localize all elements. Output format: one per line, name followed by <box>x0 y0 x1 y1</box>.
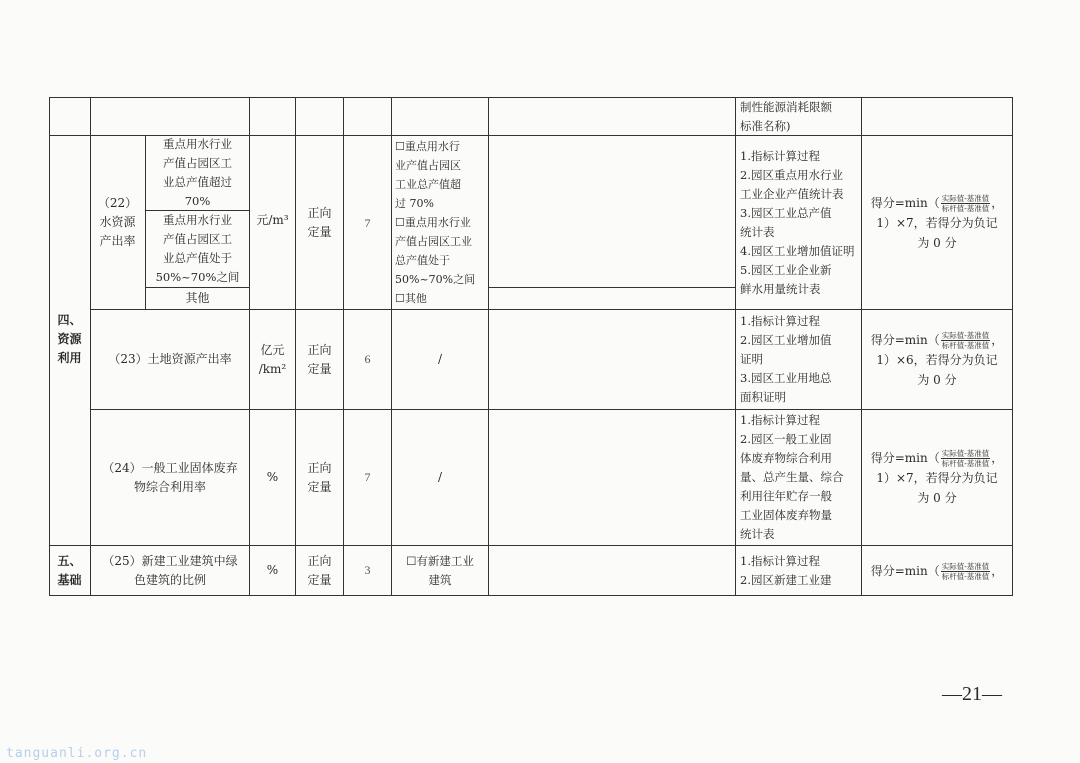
options-25: ☐有新建工业 建筑 <box>406 553 474 587</box>
score-formula-22: 得分=min（ $\frac{\text{实际值-基准值}}{\text{标杆值-基准值}}$ ， 1）×7，若得分为负记 为 0 分 <box>870 193 1004 250</box>
unit-24: % <box>266 470 279 484</box>
score-formula-25: 得分=min（ $\frac{\text{实际值-基准值}}{\text{标杆值-基准值}}$ ， <box>870 561 1004 581</box>
fraction: $\frac{\text{实际值-基准值}}{\text{标杆值-基准值}}$ <box>941 330 990 350</box>
weight-22: 7 <box>364 215 371 230</box>
evidence-22: 1.指标计算过程 2.园区重点用水行业 工业企业产值统计表 3.园区工业总产值 统计表 4.园区工业增加值证明 5.园区工业企业新 鲜水用量统计表 <box>740 148 855 296</box>
fraction: $\frac{\text{实际值-基准值}}{\text{标杆值-基准值}}$ <box>941 448 990 468</box>
unit-23: 亿元 /km² <box>258 342 287 376</box>
indicator-23: （23）土地资源产出率 <box>108 352 232 366</box>
indicator-22: （22） 水资源 产出率 <box>97 195 138 248</box>
type-23: 正向 定量 <box>307 342 332 376</box>
weight-24: 7 <box>364 470 371 484</box>
category-foundation: 五、 基础 <box>57 553 82 587</box>
evidence-25: 1.指标计算过程 2.园区新建工业建 <box>740 553 832 587</box>
options-22: ☐重点用水行 业产值占园区 工业总产值超 过 70% ☐重点用水行业 产值占园区工业 总产值处于 50%~70%之间 ☐其他 <box>395 140 476 305</box>
sub-condition-3: 其他 <box>185 291 210 305</box>
options-24: / <box>437 470 443 484</box>
type-25: 正向 定量 <box>307 553 332 587</box>
category-resource-use: 四、 资源 利用 <box>57 312 82 365</box>
sub-condition-2: 重点用水行业 产值占园区工 业总产值处于 50%~70%之间 <box>155 213 240 284</box>
evidence-24: 1.指标计算过程 2.园区一般工业固 体废弃物综合利用 量、总产生量、综合 利用往年贮存一般 工业固体废弃物量 统计表 <box>740 413 844 541</box>
weight-23: 6 <box>364 352 371 366</box>
indicator-25: （25）新建工业建筑中绿 色建筑的比例 <box>102 553 238 587</box>
score-formula-23: 得分=min（ $\frac{\text{实际值-基准值}}{\text{标杆值-基准值}}$ ， 1）×6，若得分为负记 为 0 分 <box>870 330 1004 387</box>
evidence-23: 1.指标计算过程 2.园区工业增加值 证明 3.园区工业用地总 面积证明 <box>740 314 832 404</box>
watermark: tanguanli.org.cn <box>6 746 148 761</box>
options-23: / <box>437 352 443 366</box>
type-22: 正向 定量 <box>307 206 332 239</box>
score-formula-24: 得分=min（ $\frac{\text{实际值-基准值}}{\text{标杆值-基准值}}$ ， 1）×7，若得分为负记 为 0 分 <box>870 448 1004 505</box>
sub-condition-1: 重点用水行业 产值占园区工 业总产值超过 70% <box>163 137 232 208</box>
weight-25: 3 <box>364 563 371 577</box>
indicator-24: （24）一般工业固体废弃 物综合利用率 <box>102 460 238 494</box>
type-24: 正向 定量 <box>307 460 332 494</box>
standard-note: 制性能源消耗限额 标准名称) <box>740 99 832 133</box>
fraction: $\frac{\text{实际值-基准值}}{\text{标杆值-基准值}}$ <box>941 193 990 213</box>
unit-25: % <box>266 563 279 577</box>
page-number: —21— <box>942 683 1002 705</box>
fraction: $\frac{\text{实际值-基准值}}{\text{标杆值-基准值}}$ <box>941 561 990 581</box>
unit-22: 元/m³ <box>256 212 289 227</box>
